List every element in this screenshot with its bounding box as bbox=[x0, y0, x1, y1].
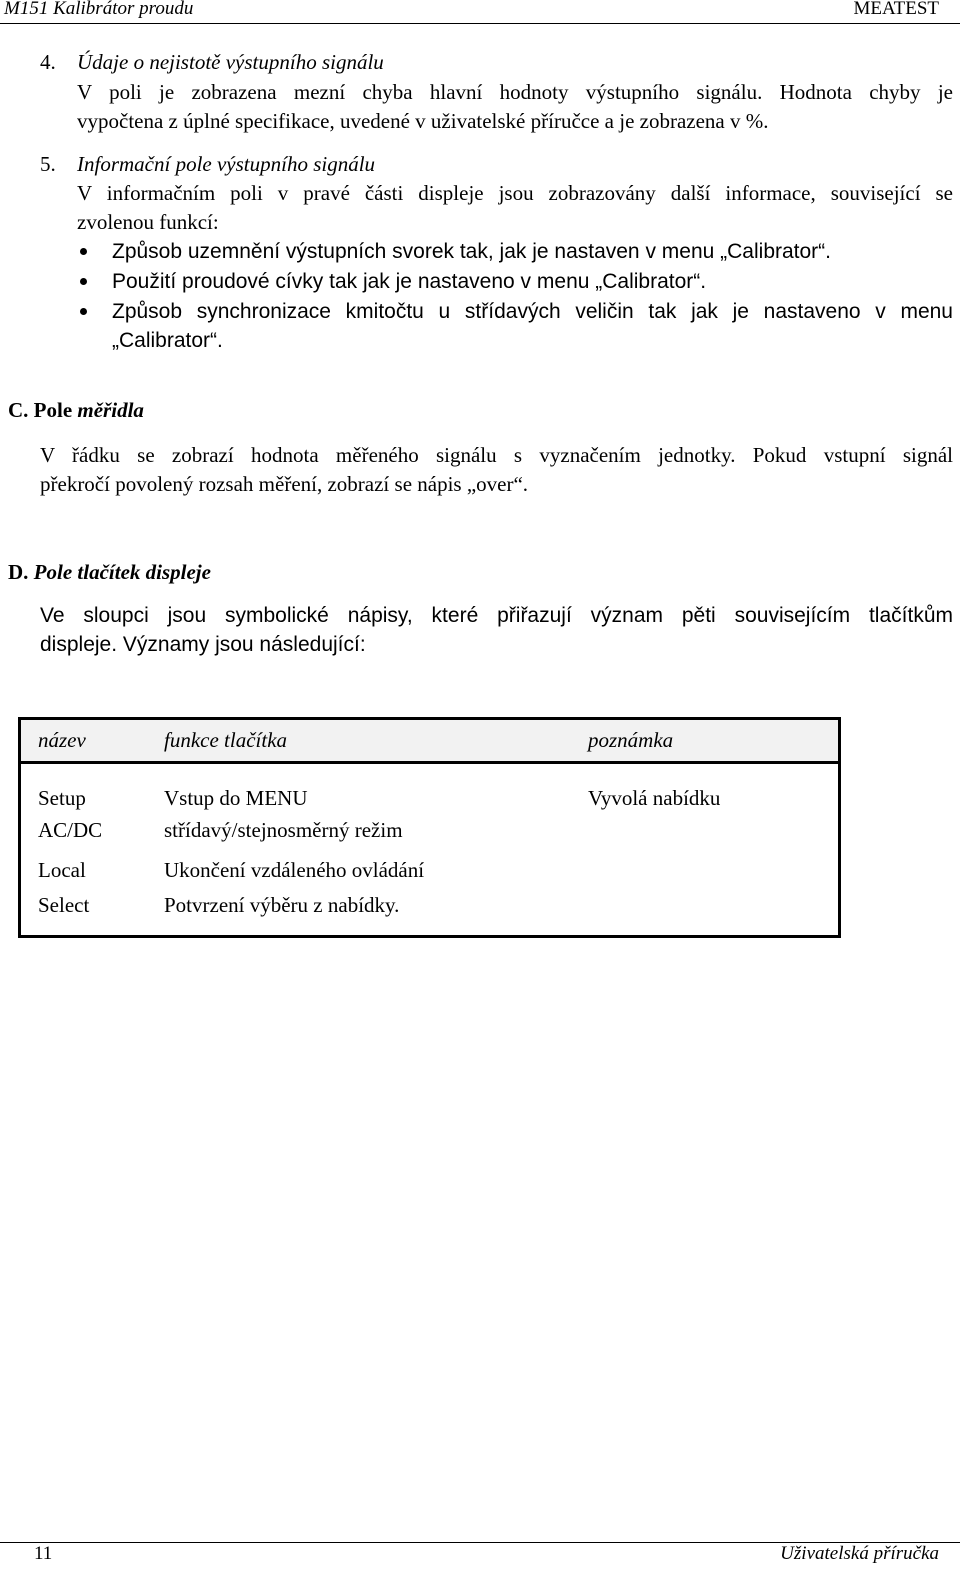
sectionD-line-2: displeje. Významy jsou následující: bbox=[40, 633, 366, 656]
bullet-icon bbox=[80, 278, 87, 285]
sectionD-line-1: Ve sloupci jsou symbolické nápisy, které přiřazují význam pěti souvisejícím tlačítkům bbox=[40, 604, 953, 627]
section5-bullet-3: Způsob synchronizace kmitočtu u střídavých veličin tak jak je nastaveno v menu bbox=[112, 300, 953, 323]
header-brand: MEATEST bbox=[853, 0, 939, 19]
sectionD-letter: D. bbox=[8, 560, 29, 584]
buttons-table bbox=[18, 717, 841, 938]
section5-bullet-1: Způsob uzemnění výstupních svorek tak, jak je nastaven v menu „Calibrator“. bbox=[112, 240, 832, 263]
table-cell: Potvrzení výběru z nabídky. bbox=[164, 892, 400, 917]
section5-title: Informační pole výstupního signálu bbox=[77, 152, 376, 176]
table-cell: Select bbox=[38, 892, 90, 917]
sectionC-heading bbox=[8, 396, 144, 425]
bullet-icon bbox=[80, 308, 87, 315]
sectionC-line-1: V řádku se zobrazí hodnota měřeného signálu s vyznačením jednotky. Pokud vstupní signál bbox=[40, 443, 953, 467]
table-header-function: funkce tlačítka bbox=[164, 719, 588, 763]
section5-bullet-2: Použití proudové cívky tak jak je nastaveno v menu „Calibrator“. bbox=[112, 270, 707, 293]
table-cell: Setup bbox=[38, 785, 86, 810]
table-cell: Local bbox=[38, 858, 86, 882]
table-cell: AC/DC bbox=[38, 818, 103, 842]
section4-title: Údaje o nejistotě výstupního signálu bbox=[77, 50, 384, 74]
header-rule bbox=[0, 23, 960, 24]
bullet-icon bbox=[80, 248, 87, 255]
table-header-row bbox=[20, 719, 840, 763]
table-row bbox=[20, 891, 840, 937]
sectionD-title: Pole tlačítek displeje bbox=[33, 560, 211, 584]
section5-number: 5. bbox=[40, 152, 56, 176]
section4-line-2: vypočtena z úplné specifikace, uvedené v uživatelské příručce a je zobrazena v %. bbox=[77, 109, 769, 133]
sectionC-letter: C. bbox=[8, 398, 29, 422]
table-cell: Vstup do MENU bbox=[164, 785, 308, 810]
table-cell: Vyvolá nabídku bbox=[588, 785, 721, 810]
table-cell: Ukončení vzdáleného ovládání bbox=[164, 858, 425, 882]
sectionC-title-italic: měřidla bbox=[77, 398, 144, 422]
table-header-note: poznámka bbox=[588, 719, 840, 763]
sectionC-line-2: překročí povolený rozsah měření, zobrazí se nápis „over“. bbox=[40, 472, 529, 496]
table-cell bbox=[588, 811, 840, 851]
table-row bbox=[20, 811, 840, 851]
table-cell bbox=[588, 851, 840, 891]
sectionC-title-plain: Pole bbox=[33, 398, 73, 422]
section5-bullet-3-cont: „Calibrator“. bbox=[112, 329, 223, 352]
table-row bbox=[20, 851, 840, 891]
section5-line-2: zvolenou funkcí: bbox=[77, 210, 219, 234]
section4-number: 4. bbox=[40, 50, 56, 74]
table-cell bbox=[588, 891, 840, 937]
sectionD-heading bbox=[8, 558, 211, 587]
section4-line-1: V poli je zobrazena mezní chyba hlavní hodnoty výstupního signálu. Hodnota chyby je bbox=[77, 80, 953, 104]
table-cell: střídavý/stejnosměrný režim bbox=[164, 818, 403, 842]
table-header-name: název bbox=[20, 719, 165, 763]
page-number: 11 bbox=[34, 1543, 53, 1564]
table-row bbox=[20, 763, 840, 811]
section5-line-1: V informačním poli v pravé části displeje jsou zobrazovány další informace, související se bbox=[77, 181, 953, 205]
header-title: M151 Kalibrátor proudu bbox=[4, 0, 194, 19]
footer-title: Uživatelská příručka bbox=[780, 1543, 939, 1564]
